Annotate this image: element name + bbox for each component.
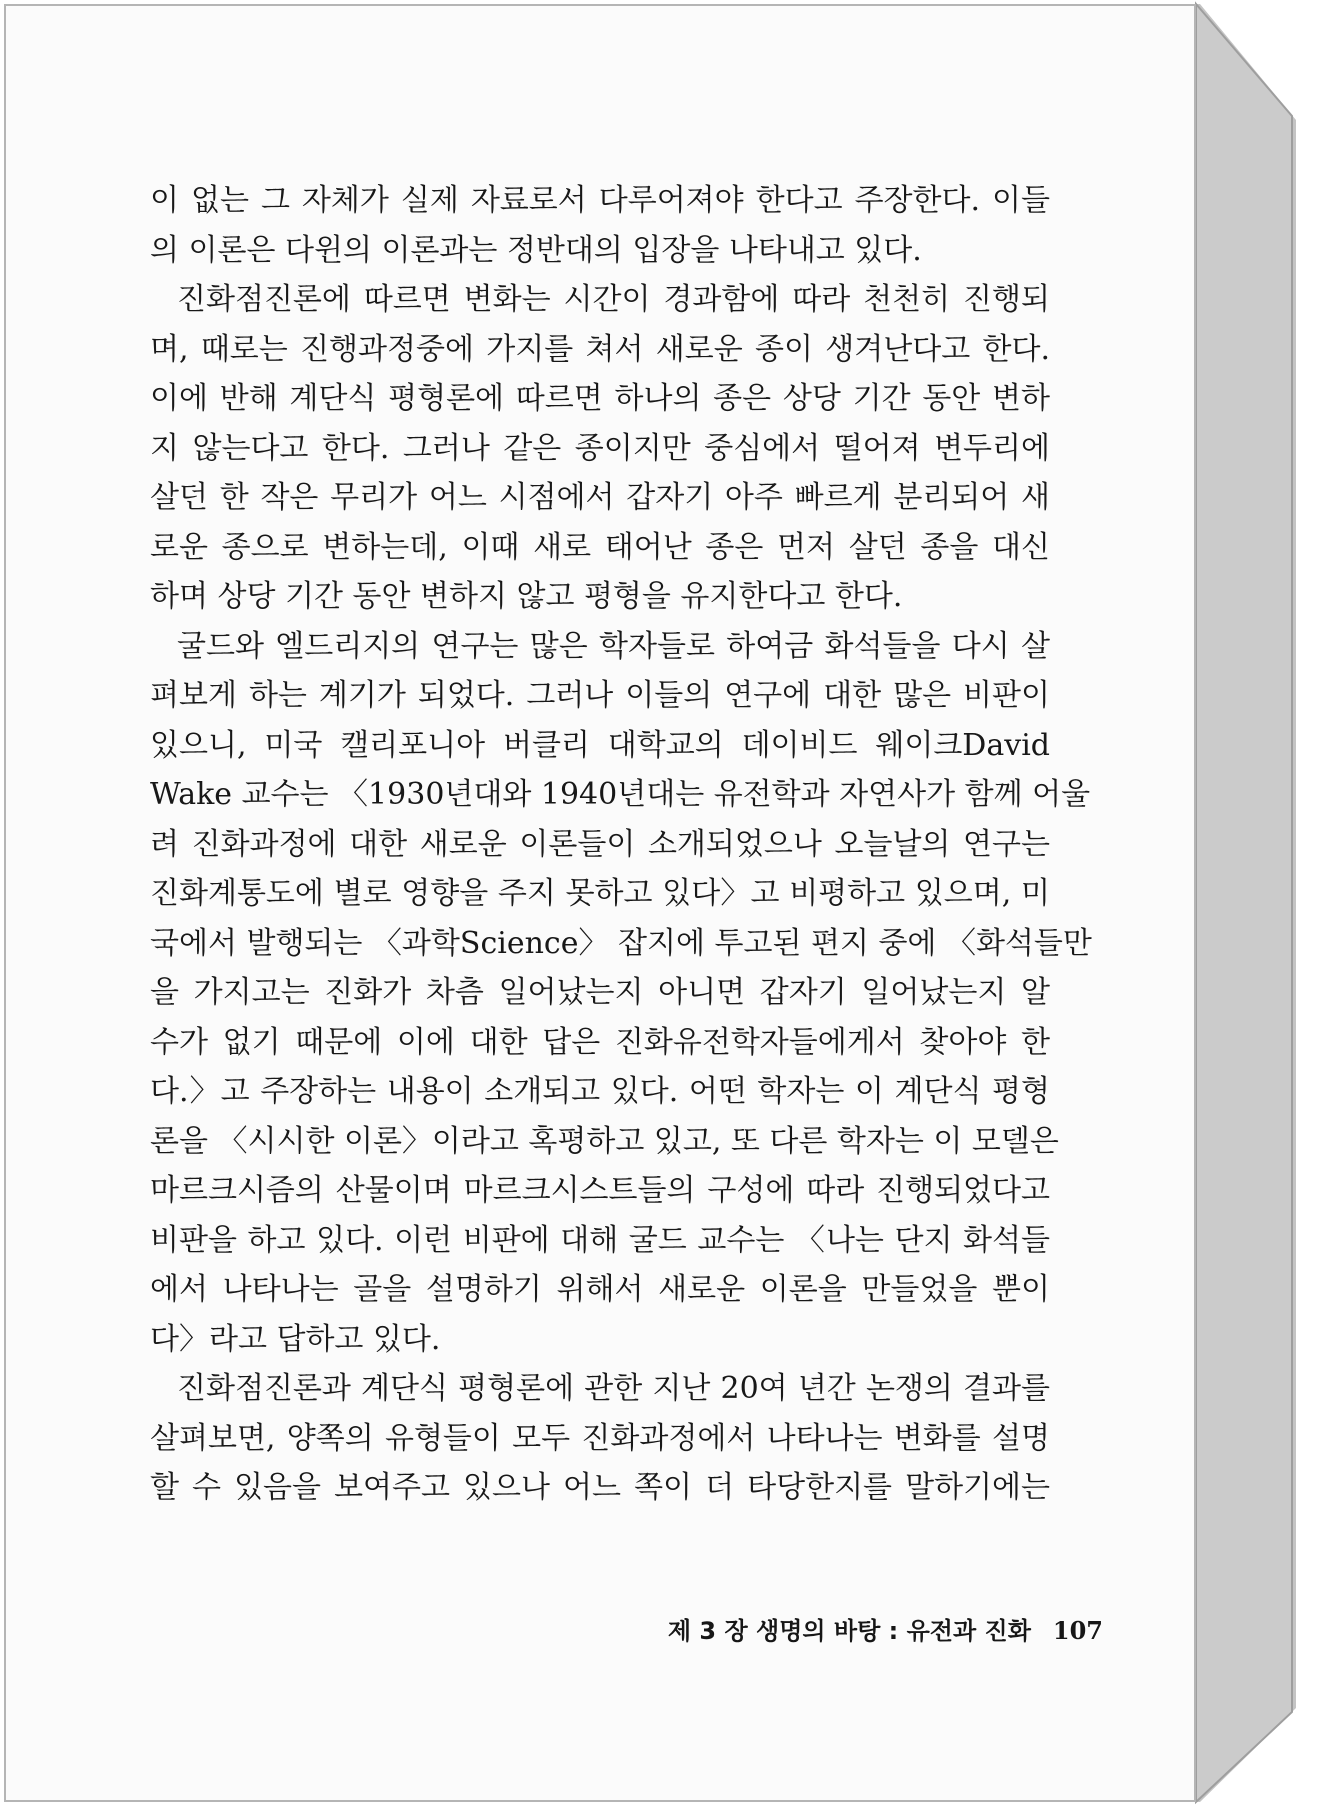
- text-line: 진화계통도에 별로 영향을 주지 못하고 있다〉고 비평하고 있으며, 미: [150, 876, 1050, 911]
- page-number: 107: [1052, 1616, 1103, 1645]
- text-line: 진화점진론과 계단식 평형론에 관한 지난 20여 년간 논쟁의 결과를: [177, 1371, 1050, 1406]
- text-line: 수가 없기 때문에 이에 대한 답은 진화유전학자들에게서 찾아야 한: [150, 1024, 1050, 1060]
- text-line: 펴보게 하는 계기가 되었다. 그러나 이들의 연구에 대한 많은 비판이: [150, 678, 1050, 713]
- text-line: 에서 나타나는 골을 설명하기 위해서 새로운 이론을 만들었을 뿐이: [150, 1272, 1050, 1307]
- text-line: 다.〉고 주장하는 내용이 소개되고 있다. 어떤 학자는 이 계단식 평형: [150, 1074, 1050, 1109]
- text-line: 마르크시즘의 산물이며 마르크시스트들의 구성에 따라 진행되었다고: [150, 1173, 1050, 1208]
- text-line: 며, 때로는 진행과정중에 가지를 쳐서 새로운 종이 생겨난다고 한다.: [150, 331, 1050, 367]
- text-line: 진화점진론에 따르면 변화는 시간이 경과함에 따라 천천히 진행되: [177, 282, 1050, 317]
- text-line: 하며 상당 기간 동안 변하지 않고 평형을 유지한다고 한다.: [150, 579, 903, 614]
- text-line: 이 없는 그 자체가 실제 자료로서 다루어져야 한다고 주장한다. 이들: [150, 183, 1050, 218]
- book-side-front: [1196, 4, 1292, 1802]
- text-line: 이에 반해 계단식 평형론에 따르면 하나의 종은 상당 기간 동안 변하: [150, 381, 1050, 416]
- text-line: 살던 한 작은 무리가 어느 시점에서 갑자기 아주 빠르게 분리되어 새: [150, 480, 1050, 515]
- page-footer: [668, 1611, 1103, 1646]
- text-line: 의 이론은 다윈의 이론과는 정반대의 입장을 나타내고 있다.: [150, 232, 922, 268]
- text-line: 있으니, 미국 캘리포니아 버클리 대학교의 데이비드 웨이크David: [150, 727, 1050, 763]
- text-line: 굴드와 엘드리지의 연구는 많은 학자들로 하여금 화석들을 다시 살: [177, 628, 1050, 664]
- text-line: Wake 교수는 〈1930년대와 1940년대는 유전학과 자연사가 함께 어울: [150, 777, 1091, 812]
- text-line: 살펴보면, 양쪽의 유형들이 모두 진화과정에서 나타나는 변화를 설명: [150, 1420, 1050, 1456]
- text-line: 비판을 하고 있다. 이런 비판에 대해 굴드 교수는 〈나는 단지 화석들: [150, 1222, 1050, 1258]
- chapter-title: 제 3 장 생명의 바탕 : 유전과 진화: [667, 1617, 1031, 1645]
- page-body-text: [150, 176, 1092, 1513]
- text-line: 할 수 있음을 보여주고 있으나 어느 쪽이 더 타당한지를 말하기에는: [150, 1470, 1050, 1505]
- text-line: 론을 〈시시한 이론〉이라고 혹평하고 있고, 또 다른 학자는 이 모델은: [150, 1123, 1059, 1159]
- text-line: 로운 종으로 변하는데, 이때 새로 태어난 종은 먼저 살던 종을 대신: [150, 529, 1050, 565]
- text-line: 지 않는다고 한다. 그러나 같은 종이지만 중심에서 떨어져 변두리에: [150, 430, 1050, 466]
- text-line: 려 진화과정에 대한 새로운 이론들이 소개되었으나 오늘날의 연구는: [150, 826, 1050, 862]
- text-line: 다〉라고 답하고 있다.: [150, 1321, 441, 1357]
- text-line: 을 가지고는 진화가 차츰 일어났는지 아니면 갑자기 일어났는지 알: [150, 975, 1050, 1010]
- text-line: 국에서 발행되는 〈과학Science〉 잡지에 투고된 편지 중에 〈화석들만: [150, 925, 1092, 961]
